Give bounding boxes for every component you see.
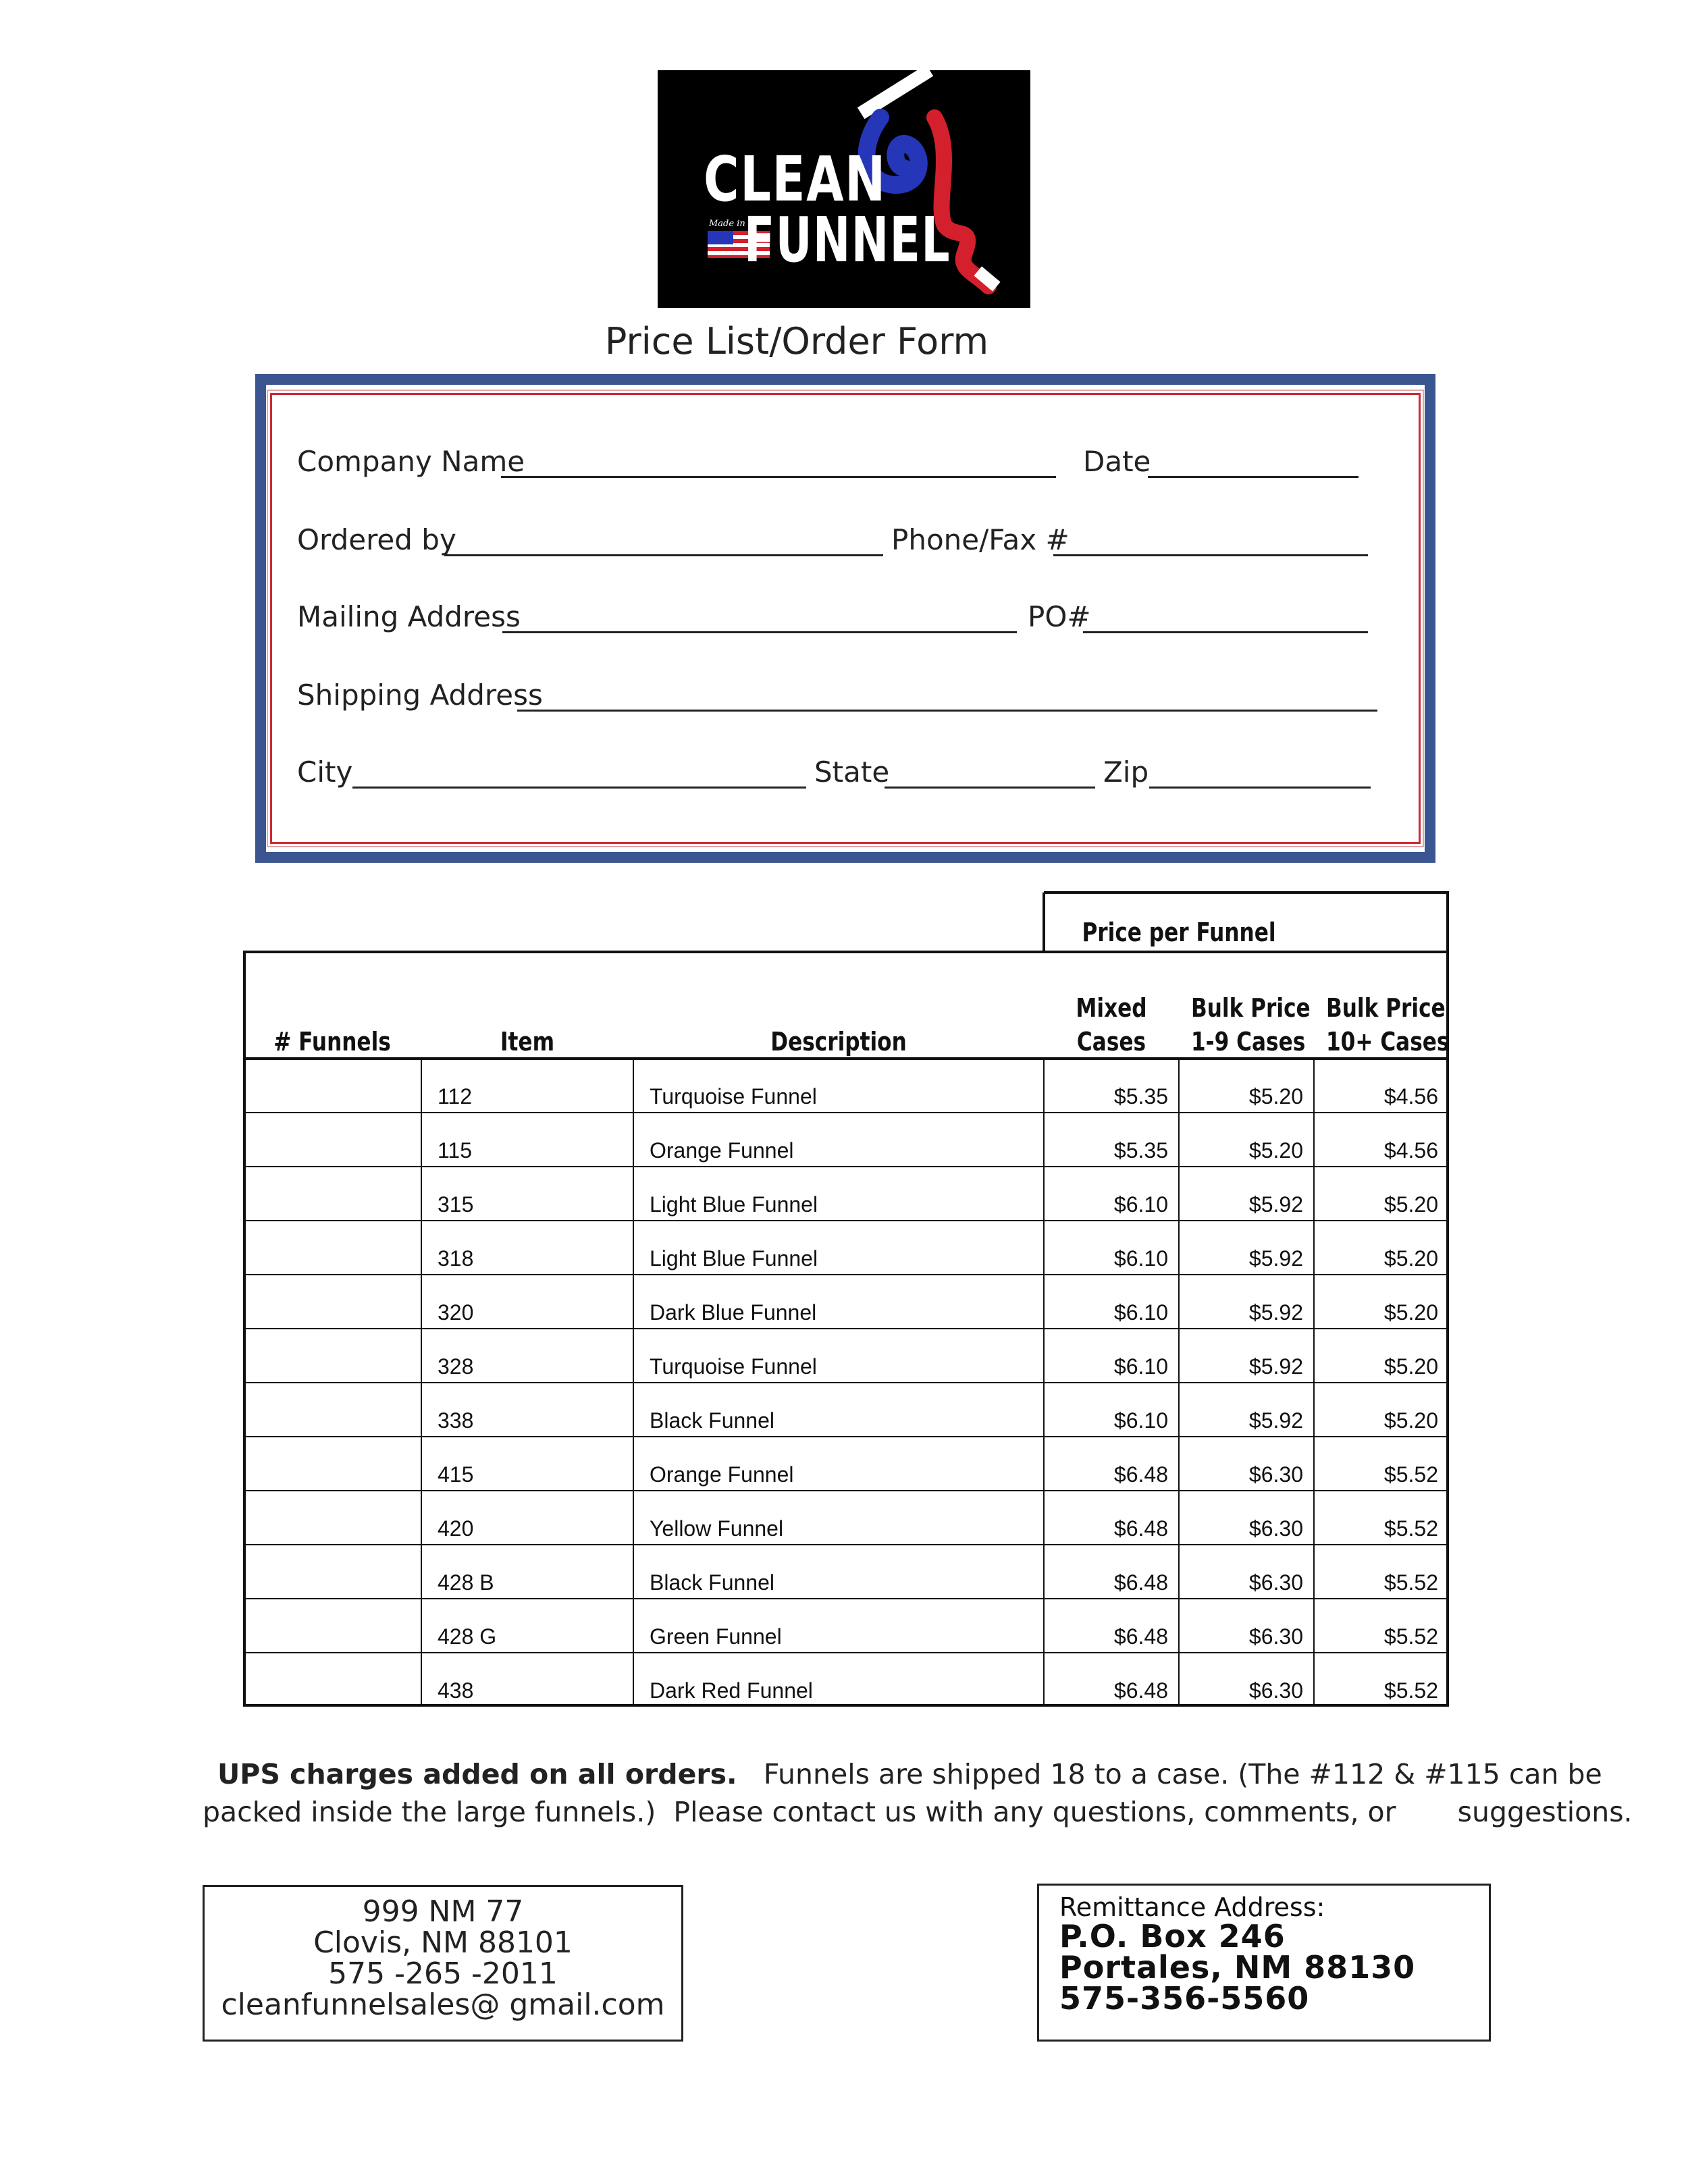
- bulk-10-plus-price-cell: $5.52: [1383, 1570, 1438, 1595]
- mixed-case-price-cell: $6.48: [1113, 1570, 1168, 1595]
- bulk-1-9-price-cell: $5.92: [1248, 1192, 1303, 1217]
- bulk-10-plus-price-cell: $5.52: [1383, 1624, 1438, 1649]
- mailing-address-field[interactable]: [502, 631, 1017, 633]
- state-field[interactable]: [885, 787, 1095, 789]
- form-row-company: [297, 442, 1384, 482]
- bulk-10-plus-price-cell: $5.52: [1383, 1678, 1438, 1703]
- address-street: 999 NM 77: [362, 1894, 524, 1929]
- po-field[interactable]: [1083, 631, 1368, 633]
- item-description-cell: Orange Funnel: [650, 1462, 794, 1487]
- funnel-quantity-input[interactable]: [247, 1655, 419, 1704]
- bulk-1-9-price-cell: $6.30: [1248, 1570, 1303, 1595]
- phone-fax-label: Phone/Fax #: [891, 523, 1070, 556]
- mixed-case-price-cell: $5.35: [1113, 1084, 1168, 1109]
- item-number-cell: 428 B: [438, 1570, 494, 1595]
- funnel-quantity-input[interactable]: [247, 1547, 419, 1596]
- item-description-cell: Orange Funnel: [650, 1138, 794, 1163]
- funnel-quantity-input[interactable]: [247, 1115, 419, 1164]
- mixed-case-price-cell: $6.10: [1113, 1246, 1168, 1271]
- price-table: [243, 891, 1449, 1722]
- col-item-header: Item: [500, 1027, 555, 1057]
- phone-fax-field[interactable]: [1053, 554, 1368, 556]
- item-description-cell: Light Blue Funnel: [650, 1192, 818, 1217]
- bulk-10-plus-price-cell: $4.56: [1383, 1084, 1438, 1109]
- form-row-shipping: [297, 675, 1384, 716]
- date-field[interactable]: [1148, 476, 1359, 478]
- city-field[interactable]: [352, 787, 806, 789]
- item-number-cell: 438: [438, 1678, 474, 1703]
- remittance-city: Portales, NM 88130: [1059, 1949, 1416, 1986]
- item-number-cell: 320: [438, 1300, 474, 1325]
- form-row-city: [297, 752, 1384, 793]
- funnel-quantity-input[interactable]: [247, 1277, 419, 1326]
- logo-word-funnel: FUNNEL: [744, 204, 951, 276]
- bulk-1-9-price-cell: $5.20: [1248, 1084, 1303, 1109]
- page-title: Price List/Order Form: [604, 320, 989, 363]
- item-number-cell: 328: [438, 1354, 474, 1379]
- bulk-1-9-price-cell: $6.30: [1248, 1678, 1303, 1703]
- item-description-cell: Black Funnel: [650, 1570, 774, 1595]
- ordered-by-label: Ordered by: [297, 523, 456, 556]
- col-bulk10-header-1: Bulk Price: [1326, 993, 1446, 1023]
- item-number-cell: 420: [438, 1516, 474, 1541]
- bulk-1-9-price-cell: $6.30: [1248, 1516, 1303, 1541]
- bulk-10-plus-price-cell: $5.52: [1383, 1516, 1438, 1541]
- mixed-case-price-cell: $5.35: [1113, 1138, 1168, 1163]
- item-description-cell: Turquoise Funnel: [650, 1084, 817, 1109]
- address-city: Clovis, NM 88101: [313, 1925, 573, 1960]
- funnel-quantity-input[interactable]: [247, 1385, 419, 1434]
- shipping-note-line-1: [217, 1755, 1602, 1793]
- mixed-case-price-cell: $6.48: [1113, 1624, 1168, 1649]
- col-bulk10-header-2: 10+ Cases: [1326, 1027, 1450, 1057]
- item-description-cell: Green Funnel: [650, 1624, 782, 1649]
- item-number-cell: 315: [438, 1192, 474, 1217]
- address-email: cleanfunnelsales@ gmail.com: [221, 1988, 665, 2022]
- business-address-box: [203, 1885, 683, 2042]
- mixed-case-price-cell: $6.10: [1113, 1192, 1168, 1217]
- item-number-cell: 415: [438, 1462, 474, 1487]
- po-label: PO#: [1028, 600, 1091, 633]
- bulk-10-plus-price-cell: $5.20: [1383, 1246, 1438, 1271]
- item-description-cell: Black Funnel: [650, 1408, 774, 1433]
- remittance-phone: 575-356-5560: [1059, 1980, 1310, 2017]
- bulk-1-9-price-cell: $5.92: [1248, 1408, 1303, 1433]
- address-phone: 575 -265 -2011: [328, 1956, 558, 1991]
- funnel-quantity-input[interactable]: [247, 1061, 419, 1110]
- col-funnels-header: # Funnels: [273, 1027, 391, 1057]
- mixed-case-price-cell: $6.48: [1113, 1462, 1168, 1487]
- mixed-case-price-cell: $6.10: [1113, 1408, 1168, 1433]
- mixed-case-price-cell: $6.10: [1113, 1354, 1168, 1379]
- company-name-field[interactable]: [501, 476, 1056, 478]
- funnel-quantity-input[interactable]: [247, 1169, 419, 1218]
- date-label: Date: [1083, 445, 1151, 478]
- bulk-10-plus-price-cell: $4.56: [1383, 1138, 1438, 1163]
- logo-word-clean: CLEAN: [704, 143, 887, 215]
- col-mixed-header-2: Cases: [1076, 1027, 1146, 1057]
- col-bulk19-header-2: 1-9 Cases: [1191, 1027, 1306, 1057]
- col-mixed-header-1: Mixed: [1076, 993, 1147, 1023]
- bulk-10-plus-price-cell: $5.20: [1383, 1192, 1438, 1217]
- form-row-ordered-by: [297, 520, 1384, 560]
- item-number-cell: 115: [438, 1138, 473, 1163]
- item-number-cell: 428 G: [438, 1624, 497, 1649]
- shipping-note-line-1-rest: Funnels are shipped 18 to a case. (The #112 & #115 can be: [763, 1758, 1602, 1790]
- funnel-quantity-input[interactable]: [247, 1439, 419, 1488]
- bulk-10-plus-price-cell: $5.20: [1383, 1354, 1438, 1379]
- bulk-1-9-price-cell: $6.30: [1248, 1462, 1303, 1487]
- mixed-case-price-cell: $6.10: [1113, 1300, 1168, 1325]
- shipping-note-line-2: packed inside the large funnels.) Please contact us with any questions, comments, or suggestions.: [203, 1796, 1633, 1828]
- bulk-1-9-price-cell: $5.92: [1248, 1246, 1303, 1271]
- bulk-10-plus-price-cell: $5.20: [1383, 1300, 1438, 1325]
- city-label: City: [297, 755, 353, 789]
- funnel-quantity-input[interactable]: [247, 1223, 419, 1272]
- mixed-case-price-cell: $6.48: [1113, 1516, 1168, 1541]
- bulk-1-9-price-cell: $6.30: [1248, 1624, 1303, 1649]
- mailing-address-label: Mailing Address: [297, 600, 521, 633]
- funnel-quantity-input[interactable]: [247, 1601, 419, 1650]
- zip-field[interactable]: [1149, 787, 1371, 789]
- remittance-address-box: [1037, 1884, 1491, 2042]
- bulk-10-plus-price-cell: $5.20: [1383, 1408, 1438, 1433]
- item-number-cell: 338: [438, 1408, 474, 1433]
- item-description-cell: Yellow Funnel: [650, 1516, 784, 1541]
- bulk-1-9-price-cell: $5.20: [1248, 1138, 1303, 1163]
- ordered-by-field[interactable]: [444, 554, 883, 556]
- item-number-cell: 112: [438, 1084, 473, 1109]
- col-description-header: Description: [770, 1027, 907, 1057]
- mixed-case-price-cell: $6.48: [1113, 1678, 1168, 1703]
- item-description-cell: Dark Red Funnel: [650, 1678, 813, 1703]
- price-per-funnel-header: Price per Funnel: [1082, 917, 1276, 947]
- remittance-box: P.O. Box 246: [1059, 1918, 1286, 1954]
- company-name-label: Company Name: [297, 445, 525, 478]
- col-bulk19-header-1: Bulk Price: [1191, 993, 1311, 1023]
- item-description-cell: Light Blue Funnel: [650, 1246, 818, 1271]
- bulk-1-9-price-cell: $5.92: [1248, 1354, 1303, 1379]
- item-number-cell: 318: [438, 1246, 474, 1271]
- zip-label: Zip: [1103, 755, 1149, 789]
- remittance-label: Remittance Address:: [1059, 1892, 1325, 1922]
- form-row-mailing: [297, 597, 1384, 637]
- state-label: State: [814, 755, 890, 789]
- shipping-address-field[interactable]: [517, 710, 1377, 712]
- clean-funnel-logo: [658, 70, 1030, 308]
- shipping-address-label: Shipping Address: [297, 678, 543, 712]
- funnel-quantity-input[interactable]: [247, 1493, 419, 1542]
- bulk-1-9-price-cell: $5.92: [1248, 1300, 1303, 1325]
- item-description-cell: Turquoise Funnel: [650, 1354, 817, 1379]
- logo-made-in: Made in: [709, 219, 745, 229]
- funnel-quantity-input[interactable]: [247, 1331, 419, 1380]
- bulk-10-plus-price-cell: $5.52: [1383, 1462, 1438, 1487]
- item-description-cell: Dark Blue Funnel: [650, 1300, 817, 1325]
- ups-charges-note: UPS charges added on all orders.: [217, 1758, 737, 1790]
